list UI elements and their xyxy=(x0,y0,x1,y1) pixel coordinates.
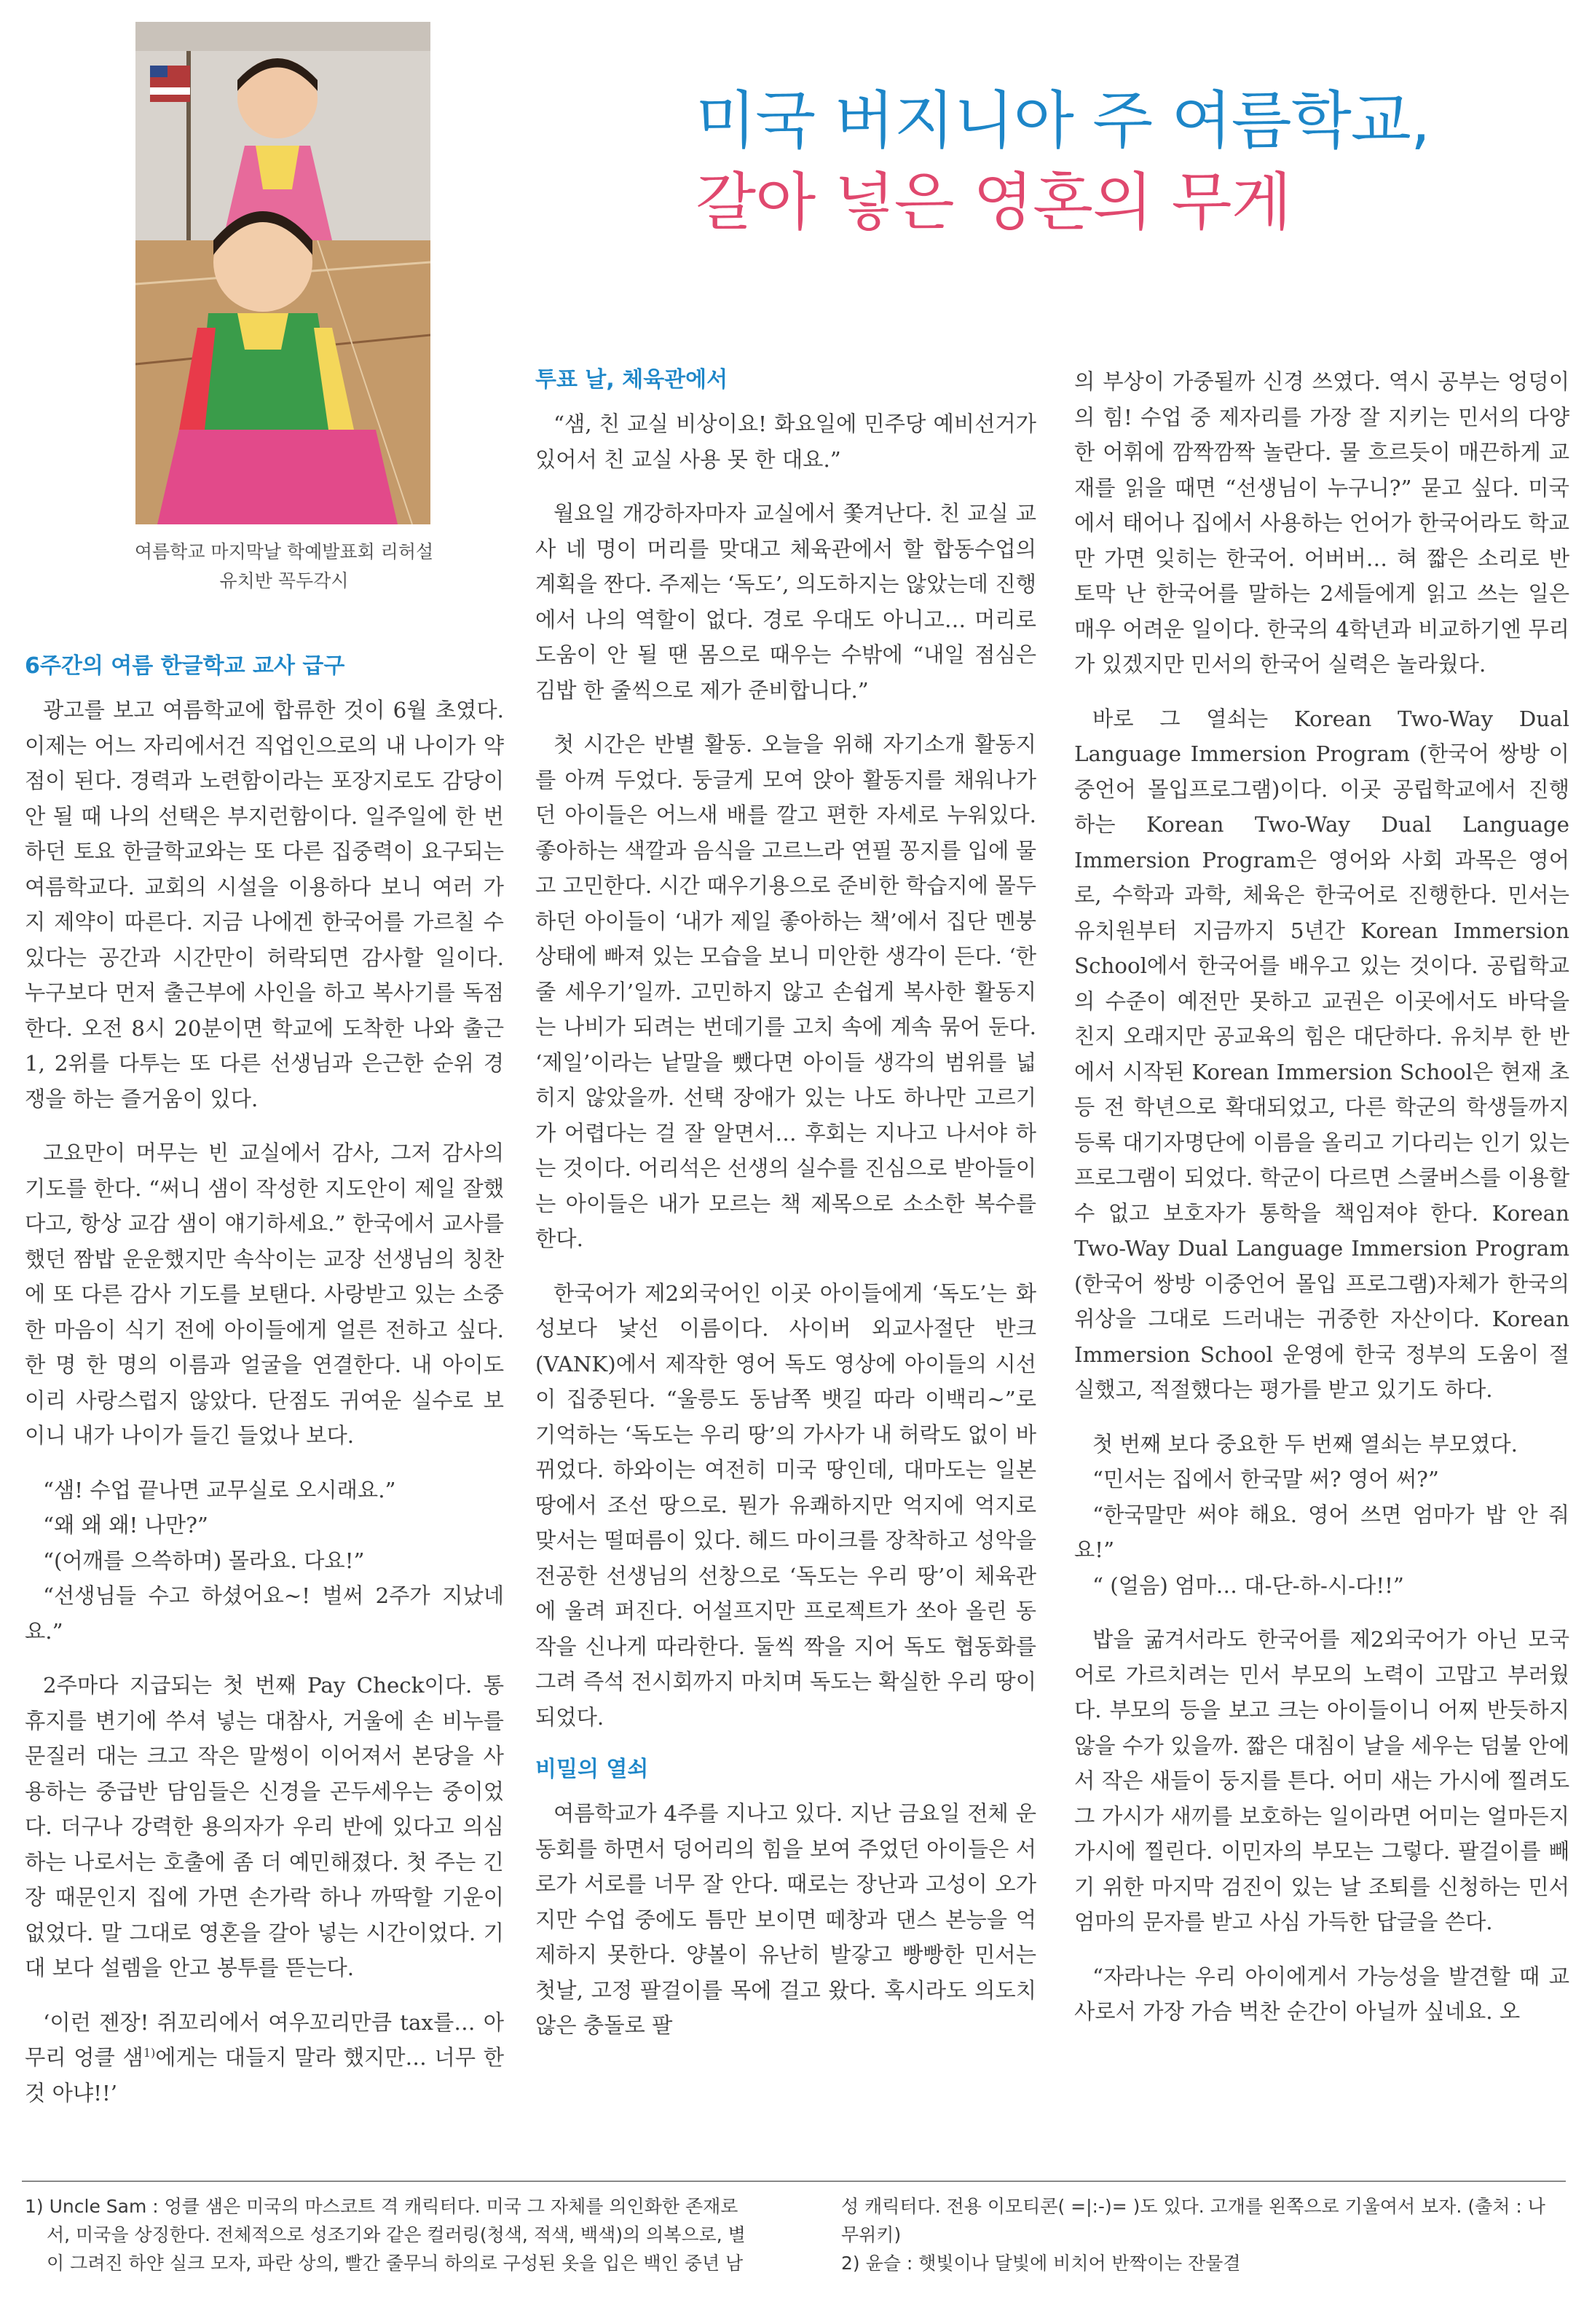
dialogue-line: “샘! 수업 끝나면 교무실로 오시래요.” xyxy=(43,1477,396,1502)
footnote-marker: 1) xyxy=(143,2046,156,2060)
children-hanbok-photo xyxy=(135,22,430,524)
article-photo xyxy=(135,22,430,524)
column-3 xyxy=(1074,364,1569,2049)
paragraph: “자라나는 우리 아이에게서 가능성을 발견할 때 교사로서 가장 가슴 벅찬 순간이 아닐까 싶네요. 오 xyxy=(1074,1963,1569,2024)
dialogue-line: “ (얼음) 엄마… 대-단-하-시-다!!” xyxy=(1092,1572,1404,1598)
section-heading-voting-day: 투표 날, 체육관에서 xyxy=(535,367,728,393)
section-heading-teacher-recruitment: 6주간의 여름 한글학교 교사 급구 xyxy=(25,653,345,679)
footnote-divider xyxy=(22,2181,1566,2182)
column-2 xyxy=(535,364,1036,2063)
paragraph: 2주마다 지급되는 첫 번째 Pay Check이다. 통 휴지를 변기에 쑤셔 넣는 대참사, 거울에 손 비누를 문질러 대는 크고 작은 말썽이 이어져서 본당을 사용하는 중급반 담임들은 신경을 곤두세우는 중이었다. 더구나 강력한 용의자가 우리 반에 있다고 의심하는 나로서는 호출에 좀 더 예민해졌다. 첫 주는 긴장 때문인지 집에 가면 손가락 하나 까딱할 기운이 없었다. 말 그대로 영혼을 갈아 넣는 시간이었다. 기대 보다 설렘을 안고 봉투를 뜯는다. xyxy=(25,1673,504,1980)
text-span: ‘이런 젠장! 쥐꼬리에서 여우꼬리만큼 tax를… 아무리 엉클 샘 xyxy=(25,2009,504,2070)
section-heading-secret-key: 비밀의 열쇠 xyxy=(535,1757,649,1782)
caption-line-2: 유치반 꼭두각시 xyxy=(219,570,349,591)
footnote-2: 2) 윤슬 : 햇빛이나 달빛에 비치어 반짝이는 잔물결 xyxy=(841,2253,1241,2274)
dialogue-line: “왜 왜 왜! 나만?” xyxy=(43,1513,208,1537)
paragraph: “샘, 친 교실 비상이요! 화요일에 민주당 예비선거가 있어서 친 교실 사용 못 한 대요.” xyxy=(535,411,1036,472)
paragraph: 바로 그 열쇠는 Korean Two-Way Dual Language Immersion Program (한국어 쌍방 이중언어 몰입프로그램)이다. 이곳 공립학교에서 진행하는 Korean Two-Way Dual Language Immersion Program은 영어와 사회 과목은 영어로, 수학과 과학, 체육은 한국어로 진행한다. 민서는 유치원부터 지금까지 5년간 Korean Immersion School에서 한국어를 배우고 있는 것이다. 공립학교의 수준이 예전만 못하고 교권은 이곳에서도 바닥을 친지 오래지만 공교육의 힘은 대단하다. 유치부 한 반에서 시작된 Korean Immersion School은 현재 초등 전 학년으로 확대되었고, 다른 학군의 학생들까지 등록 대기자명단에 이름을 올리고 기다리는 인기 있는 프로그램이 되었다. 학군이 다르면 스쿨버스를 이용할 수 없고 보호자가 통학을 책임져야 한다. Korean Two-Way Dual Language Immersion Program (한국어 쌍방 이중언어 몰입 프로그램)자체가 한국의 위상을 그대로 드러내는 귀중한 자산이다. Korean Immersion School 운영에 한국 정부의 도움이 절실했고, 적절했다는 평가를 받고 있기도 하다. xyxy=(1074,706,1569,1402)
paragraph: 의 부상이 가중될까 신경 쓰였다. 역시 공부는 엉덩이의 힘! 수업 중 제자리를 가장 잘 지키는 민서의 다양한 어휘에 깜짝깜짝 놀란다. 물 흐르듯이 매끈하게 교재를 읽을 때면 “선생님이 누구니?” 묻고 싶다. 미국에서 태어나 집에서 사용하는 언어가 한국어라도 학교만 가면 잊히는 한국어. 어버버… 혀 짧은 소리로 반 토막 난 한국어를 말하는 2세들에게 읽고 쓰는 일은 매우 어려운 일이다. 한국의 4학년과 비교하기엔 무리가 있겠지만 민서의 한국어 실력은 놀라웠다. xyxy=(1074,369,1569,677)
photo-caption xyxy=(95,537,473,596)
title-line-1: 미국 버지니아 주 여름학교, xyxy=(696,84,1430,157)
paragraph: 월요일 개강하자마자 교실에서 쫓겨난다. 친 교실 교사 네 명이 머리를 맞대고 체육관에서 할 합동수업의 계획을 짠다. 주제는 ‘독도’, 의도하지는 않았는데 진행에서 나의 역할이 없다. 경로 우대도 아니고… 머리로 도움이 안 될 땐 몸으로 때우는 수밖에 “내일 점심은 김밥 한 줄씩으로 제가 준비합니다.” xyxy=(535,501,1036,703)
paragraph: 한국어가 제2외국어인 이곳 아이들에게 ‘독도’는 화성보다 낯선 이름이다. 사이버 외교사절단 반크(VANK)에서 제작한 영어 독도 영상에 아이들의 시선이 집중된다. “울릉도 동남쪽 뱃길 따라 이백리~”로 기억하는 ‘독도는 우리 땅’의 가사가 내 허락도 없이 바뀌었다. 하와이는 여전히 미국 땅인데, 대마도는 일본 땅에서 조선 땅으로. 뭔가 유쾌하지만 억지에 억지로 맞서는 떨떠름이 있다. 헤드 마이크를 장착하고 성악을 전공한 선생님의 선창으로 ‘독도는 우리 땅’이 체육관에 울려 퍼진다. 어설프지만 프로젝트가 쏘아 올린 동작을 신나게 따라한다. 둘씩 짝을 지어 독도 협동화를 그려 즉석 전시회까지 마치며 독도는 확실한 우리 땅이 되었다. xyxy=(535,1280,1036,1730)
footnotes-left xyxy=(25,2192,760,2277)
paragraph: 고요만이 머무는 빈 교실에서 감사, 그저 감사의 기도를 한다. “써니 샘이 작성한 지도안이 제일 잘했다고, 항상 교감 샘이 얘기하세요.” 한국에서 교사를 했던 짬밥 운운했지만 속삭이는 교장 선생님의 칭찬에 또 다른 감사 기도를 보탠다. 사랑받고 있는 소중한 마음이 식기 전에 아이들에게 얼른 전하고 싶다. 한 명 한 명의 이름과 얼굴을 연결한다. 내 아이도 이리 사랑스럽지 않았다. 단점도 귀여운 실수로 보이니 내가 나이가 들긴 들었나 보다. xyxy=(25,1141,504,1448)
article-title xyxy=(696,80,1555,243)
dialogue-line: “한국말만 써야 해요. 영어 쓰면 엄마가 밥 안 줘요!” xyxy=(1074,1502,1569,1562)
paragraph: 광고를 보고 여름학교에 합류한 것이 6월 초였다. 이제는 어느 자리에서건 직업인으로의 내 나이가 약점이 된다. 경력과 노련함이라는 포장지로도 감당이 안 될 때 나의 선택은 부지런함이다. 일주일에 한 번 하던 토요 한글학교와는 또 다른 집중력이 요구되는 여름학교다. 교회의 시설을 이용하다 보니 여러 가지 제약이 따른다. 지금 나에겐 한국어를 가르칠 수 있다는 공간과 시간만이 허락되면 감사할 일이다. 누구보다 먼저 출근부에 사인을 하고 복사기를 독점한다. 오전 8시 20분이면 학교에 도착한 나와 출근 1, 2위를 다투는 또 다른 선생님과 은근한 순위 경쟁을 하는 즐거움이 있다. xyxy=(25,698,504,1111)
paragraph: 여름학교가 4주를 지나고 있다. 지난 금요일 전체 운동회를 하면서 덩어리의 힘을 보여 주었던 아이들은 서로가 서로를 너무 잘 안다. 때로는 장난과 고성이 오가지만 수업 중에도 틈만 보이면 떼창과 댄스 본능을 억제하지 못한다. 양볼이 유난히 발갛고 빵빵한 민서는 첫날, 고정 팔걸이를 목에 걸고 왔다. 혹시라도 의도치 않은 충돌로 팔 xyxy=(535,1801,1037,2038)
footnote-1-continued: 성 캐릭터다. 전용 이모티콘( =|:-)= )도 있다. 고개를 왼쪽으로 기울여서 보자. (출처 : 나무위키) xyxy=(841,2196,1545,2245)
caption-line-1: 여름학교 마지막날 학예발표회 리허설 xyxy=(134,541,434,562)
dialogue-line: “민서는 집에서 한국말 써? 영어 써?” xyxy=(1092,1467,1439,1492)
footnotes-right xyxy=(841,2192,1555,2277)
paragraph: 밥을 굶겨서라도 한국어를 제2외국어가 아닌 모국어로 가르치려는 민서 부모의 노력이 고맙고 부러웠다. 부모의 등을 보고 크는 아이들이니 어찌 반듯하지 않을 수가 있을까. 짧은 대침이 날을 세우는 덤불 안에서 작은 새들이 둥지를 튼다. 어미 새는 가시에 찔려도 그 가시가 새끼를 보호하는 일이라면 어미는 얼마든지 가시에 찔린다. 이민자의 부모는 그렇다. 팔걸이를 빼기 위한 마지막 검진이 있는 날 조퇴를 신청하는 민서 엄마의 문자를 받고 사심 가득한 답글을 쓴다. xyxy=(1074,1627,1569,1934)
paragraph: 첫 번째 보다 중요한 두 번째 열쇠는 부모였다. xyxy=(1092,1431,1518,1457)
footnote-1: 1) Uncle Sam : 엉클 샘은 미국의 마스코트 격 캐릭터다. 미국 그 자체를 의인화한 존재로서, 미국을 상징한다. 전체적으로 성조기와 같은 컬러링(청색, 적색, 백색)의 의복으로, 별이 그려진 하얀 실크 모자, 파란 상의, 빨간 줄무늬 하의로 구성된 옷을 입은 백인 중년 남 xyxy=(25,2196,746,2274)
title-line-2: 갈아 넣은 영혼의 무게 xyxy=(696,166,1291,239)
paragraph: 첫 시간은 반별 활동. 오늘을 위해 자기소개 활동지를 아껴 두었다. 둥글게 모여 앉아 활동지를 채워나가던 아이들은 어느새 배를 깔고 편한 자세로 누워있다. 좋아하는 색깔과 음식을 고르느라 연필 꽁지를 입에 물고 고민한다. 시간 때우기용으로 준비한 학습지에 몰두하던 아이들이 ‘내가 제일 좋아하는 책’에서 집단 멘붕 상태에 빠져 있는 모습을 보니 미안한 생각이 든다. ‘한 줄 세우기’일까. 고민하지 않고 손쉽게 복사한 활동지는 나비가 되려는 번데기를 고치 속에 계속 묶어 둔다. ‘제일’이라는 낱말을 뺐다면 아이들 생각의 범위를 넓히지 않았을까. 선택 장애가 있는 나도 하나만 고르기가 어렵다는 걸 잘 알면서… 후회는 지나고 나서야 하는 것이다. 어리석은 선생의 실수를 진심으로 받아들이는 아이들은 내가 모르는 책 제목으로 소소한 복수를 한다. xyxy=(535,732,1036,1251)
dialogue-line: “(어깨를 으쓱하며) 몰라요. 다요!” xyxy=(43,1548,365,1573)
text-span: 에게는 대들지 말라 했지만… 너무 한 것 아냐!!’ xyxy=(25,2045,504,2106)
dialogue-line: “선생님들 수고 하셨어요~! 벌써 2주가 지났네요.” xyxy=(25,1583,504,1644)
paragraph xyxy=(25,2005,504,2111)
column-1 xyxy=(25,650,504,2130)
